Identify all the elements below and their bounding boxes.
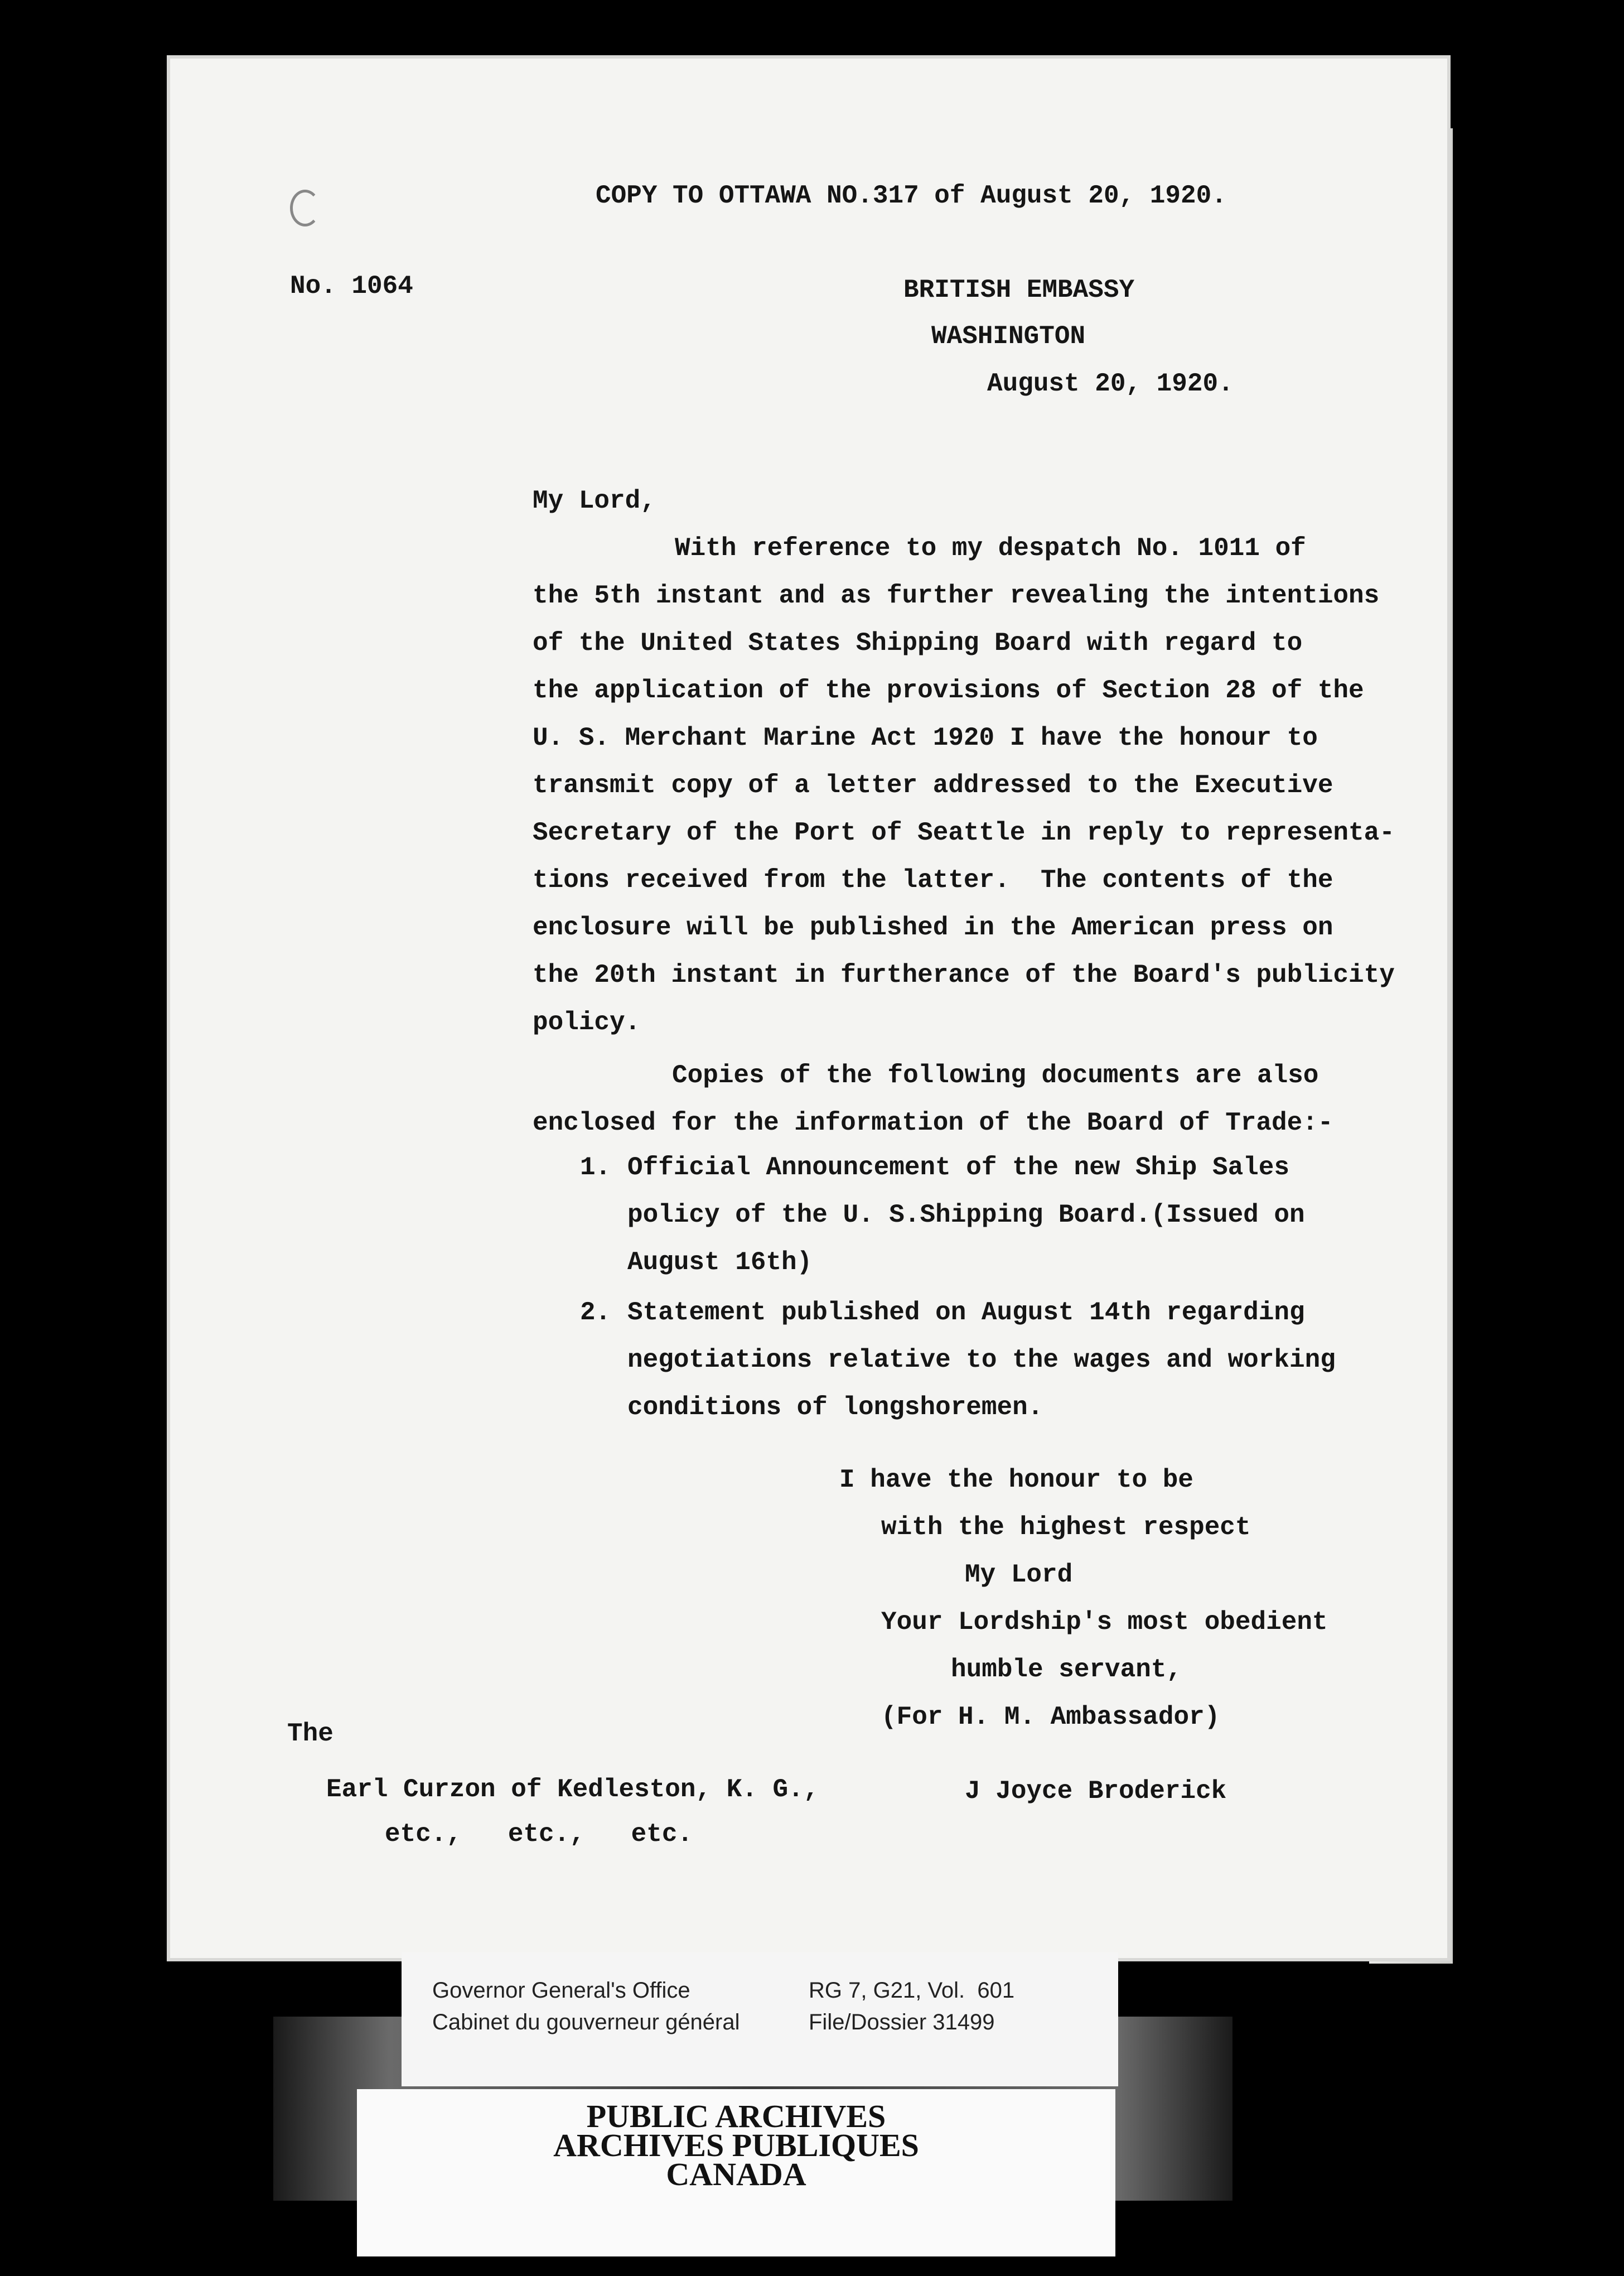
paragraph-line: With reference to my despatch No. 1011 of [675, 534, 1306, 563]
addressee-the: The [287, 1719, 334, 1748]
paragraph-line: Secretary of the Port of Seattle in reply to representa- [533, 818, 1395, 847]
paragraph-line: Copies of the following documents are also [672, 1061, 1319, 1090]
paragraph-line: of the United States Shipping Board with regard to [533, 629, 1303, 658]
closing-line: with the highest respect [881, 1513, 1251, 1542]
archive-reference-label [402, 1952, 1118, 2086]
closing-line: I have the honour to be [839, 1465, 1193, 1494]
paragraph-line: tions received from the latter. The contents of the [533, 866, 1333, 895]
embassy-city: WASHINGTON [931, 322, 1086, 351]
paragraph-line: policy. [533, 1008, 641, 1037]
archive-stamp-line: CANADA [666, 2156, 806, 2192]
closing-line: humble servant, [951, 1655, 1182, 1684]
closing-line: My Lord [965, 1560, 1073, 1589]
enclosure-line: conditions of longshoremen. [627, 1393, 1043, 1422]
enclosure-number: 1. [580, 1153, 611, 1182]
punch-hole [290, 190, 320, 226]
paragraph-line: the 5th instant and as further revealing the intentions [533, 581, 1380, 610]
addressee-name: Earl Curzon of Kedleston, K. G., [326, 1775, 819, 1804]
record-group-reference: RG 7, G21, Vol. 601 [809, 1978, 1015, 2003]
office-french: Cabinet du gouverneur général [432, 2010, 740, 2034]
paragraph-line: transmit copy of a letter addressed to the Executive [533, 771, 1333, 800]
archive-stamp-line: PUBLIC ARCHIVES [586, 2098, 886, 2134]
letter-date: August 20, 1920. [987, 369, 1234, 398]
paragraph-line: U. S. Merchant Marine Act 1920 I have the honour to [533, 724, 1318, 753]
enclosure-line: Official Announcement of the new Ship Sales [627, 1153, 1289, 1182]
closing-line: Your Lordship's most obedient [881, 1608, 1328, 1637]
archive-stamp-line: ARCHIVES PUBLIQUES [553, 2127, 919, 2163]
embassy-name: BRITISH EMBASSY [903, 276, 1135, 305]
file-number: File/Dossier 31499 [809, 2010, 995, 2034]
salutation: My Lord, [533, 486, 656, 515]
archive-stamp [357, 2089, 1115, 2256]
paragraph-line: the application of the provisions of Section 28 of the [533, 676, 1364, 705]
copy-line: COPY TO OTTAWA NO.317 of August 20, 1920. [596, 181, 1227, 210]
enclosure-line: Statement published on August 14th regarding [627, 1298, 1305, 1327]
office-english: Governor General's Office [432, 1978, 690, 2003]
paragraph-line: the 20th instant in furtherance of the Board's publicity [533, 961, 1395, 990]
enclosure-line: negotiations relative to the wages and working [627, 1346, 1336, 1375]
enclosure-line: policy of the U. S.Shipping Board.(Issued on [627, 1200, 1305, 1229]
enclosure-line: August 16th) [627, 1248, 813, 1277]
despatch-number: No. 1064 [290, 272, 413, 301]
document-page [170, 59, 1447, 1958]
paragraph-line: enclosure will be published in the American press on [533, 913, 1333, 942]
signature: J Joyce Broderick [965, 1777, 1227, 1806]
enclosure-number: 2. [580, 1298, 611, 1327]
closing-line: (For H. M. Ambassador) [881, 1703, 1220, 1732]
paragraph-line: enclosed for the information of the Board of Trade:- [533, 1108, 1333, 1137]
addressee-etc: etc., etc., etc. [385, 1820, 693, 1849]
